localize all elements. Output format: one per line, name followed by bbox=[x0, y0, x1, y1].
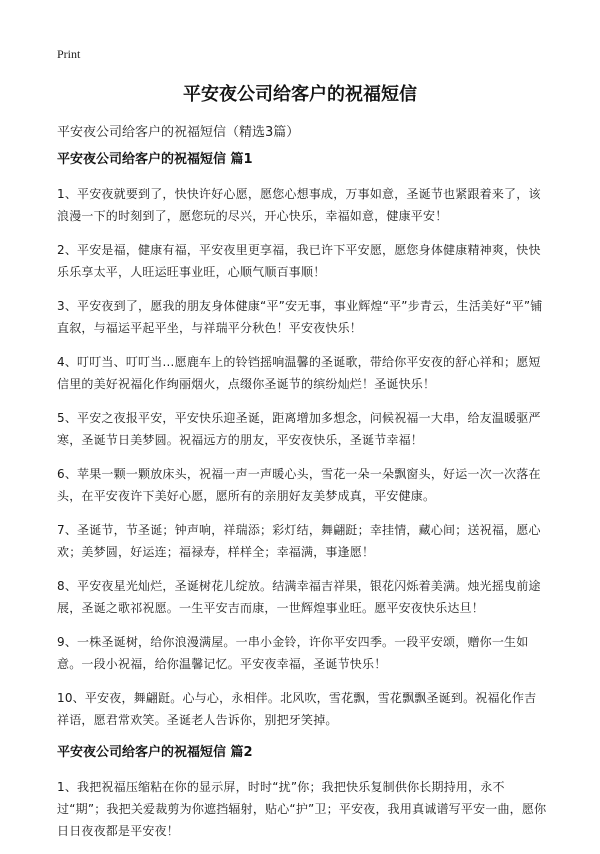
section-heading: 平安夜公司给客户的祝福短信 篇1 bbox=[57, 152, 253, 167]
paragraph: 10、平安夜，舞翩跹。心与心，永相伴。北风吹，雪花飘，雪花飘飘圣诞到。祝福化作吉祥语，愿君常欢笑。圣诞老人告诉你，别把牙笑掉。 bbox=[57, 691, 537, 727]
page-subtitle: 平安夜公司给客户的祝福短信（精选3篇） bbox=[57, 125, 300, 140]
paragraph: 8、平安夜星光灿烂，圣诞树花儿绽放。结满幸福吉祥果，银花闪烁着美满。烛光摇曳前途展，圣诞之歌祁祝愿。一生平安吉而康，一世辉煌事业旺。愿平安夜快乐达旦！ bbox=[57, 579, 541, 615]
paragraph: 3、平安夜到了，愿我的朋友身体健康“平”安无事，事业辉煌“平”步青云，生活美好“平”铺直叙，与福运平起平坐，与祥瑞平分秋色！平安夜快乐！ bbox=[57, 299, 543, 335]
paragraph: 4、叮叮当、叮叮当…愿鹿车上的铃铛摇响温馨的圣诞歌，带给你平安夜的舒心祥和；愿短信里的美好祝福化作绚丽烟火，点缀你圣诞节的缤纷灿烂！圣诞快乐！ bbox=[57, 355, 541, 391]
page-title: 平安夜公司给客户的祝福短信 bbox=[183, 84, 417, 105]
section-2 bbox=[57, 743, 547, 842]
paragraph: 6、苹果一颗一颗放床头，祝福一声一声暖心头，雪花一朵一朵飘窗头，好运一次一次落在头，在平安夜许下美好心愿，愿所有的亲朋好友美梦成真，平安健康。 bbox=[57, 467, 541, 503]
paragraph: 9、一株圣诞树，给你浪漫满屋。一串小金铃，许你平安四季。一段平安颂，赠你一生如意。一段小祝福，给你温馨记忆。平安夜幸福，圣诞节快乐！ bbox=[57, 635, 529, 671]
article-body bbox=[57, 150, 547, 854]
section-1 bbox=[57, 150, 547, 731]
paragraph: 1、平安夜就要到了，快快许好心愿，愿您心想事成，万事如意，圣诞节也紧跟着来了，该浪漫一下的时刻到了，愿您玩的尽兴，开心快乐，幸福如意，健康平安！ bbox=[57, 187, 541, 223]
paragraph: 1、我把祝福压缩粘在你的显示屏，时时“扰”你；我把快乐复制供你长期持用，永不过“期”；我把关爱裁剪为你遮挡辐射，贴心“护”卫；平安夜，我用真诚谱写平安一曲，愿你日日夜夜都是平安夜！ bbox=[57, 780, 547, 838]
paragraph: 5、平安之夜报平安，平安快乐迎圣诞，距离增加多想念，问候祝福一大串，给友温暖驱严寒，圣诞节日美梦圆。祝福远方的朋友，平安夜快乐，圣诞节幸福！ bbox=[57, 411, 541, 447]
paragraph: 7、圣诞节，节圣诞；钟声响，祥瑞添；彩灯结，舞翩跹；幸挂情，藏心间；送祝福，愿心欢；美梦圆，好运连；福禄寿，样样全；幸福满，事逢愿！ bbox=[57, 523, 541, 559]
print-link[interactable]: Print bbox=[57, 47, 81, 61]
paragraph: 2、平安是福，健康有福，平安夜里更享福，我已许下平安愿，愿您身体健康精神爽，快快乐乐享太平，人旺运旺事业旺，心顺气顺百事顺！ bbox=[57, 243, 541, 279]
section-heading: 平安夜公司给客户的祝福短信 篇2 bbox=[57, 745, 253, 760]
